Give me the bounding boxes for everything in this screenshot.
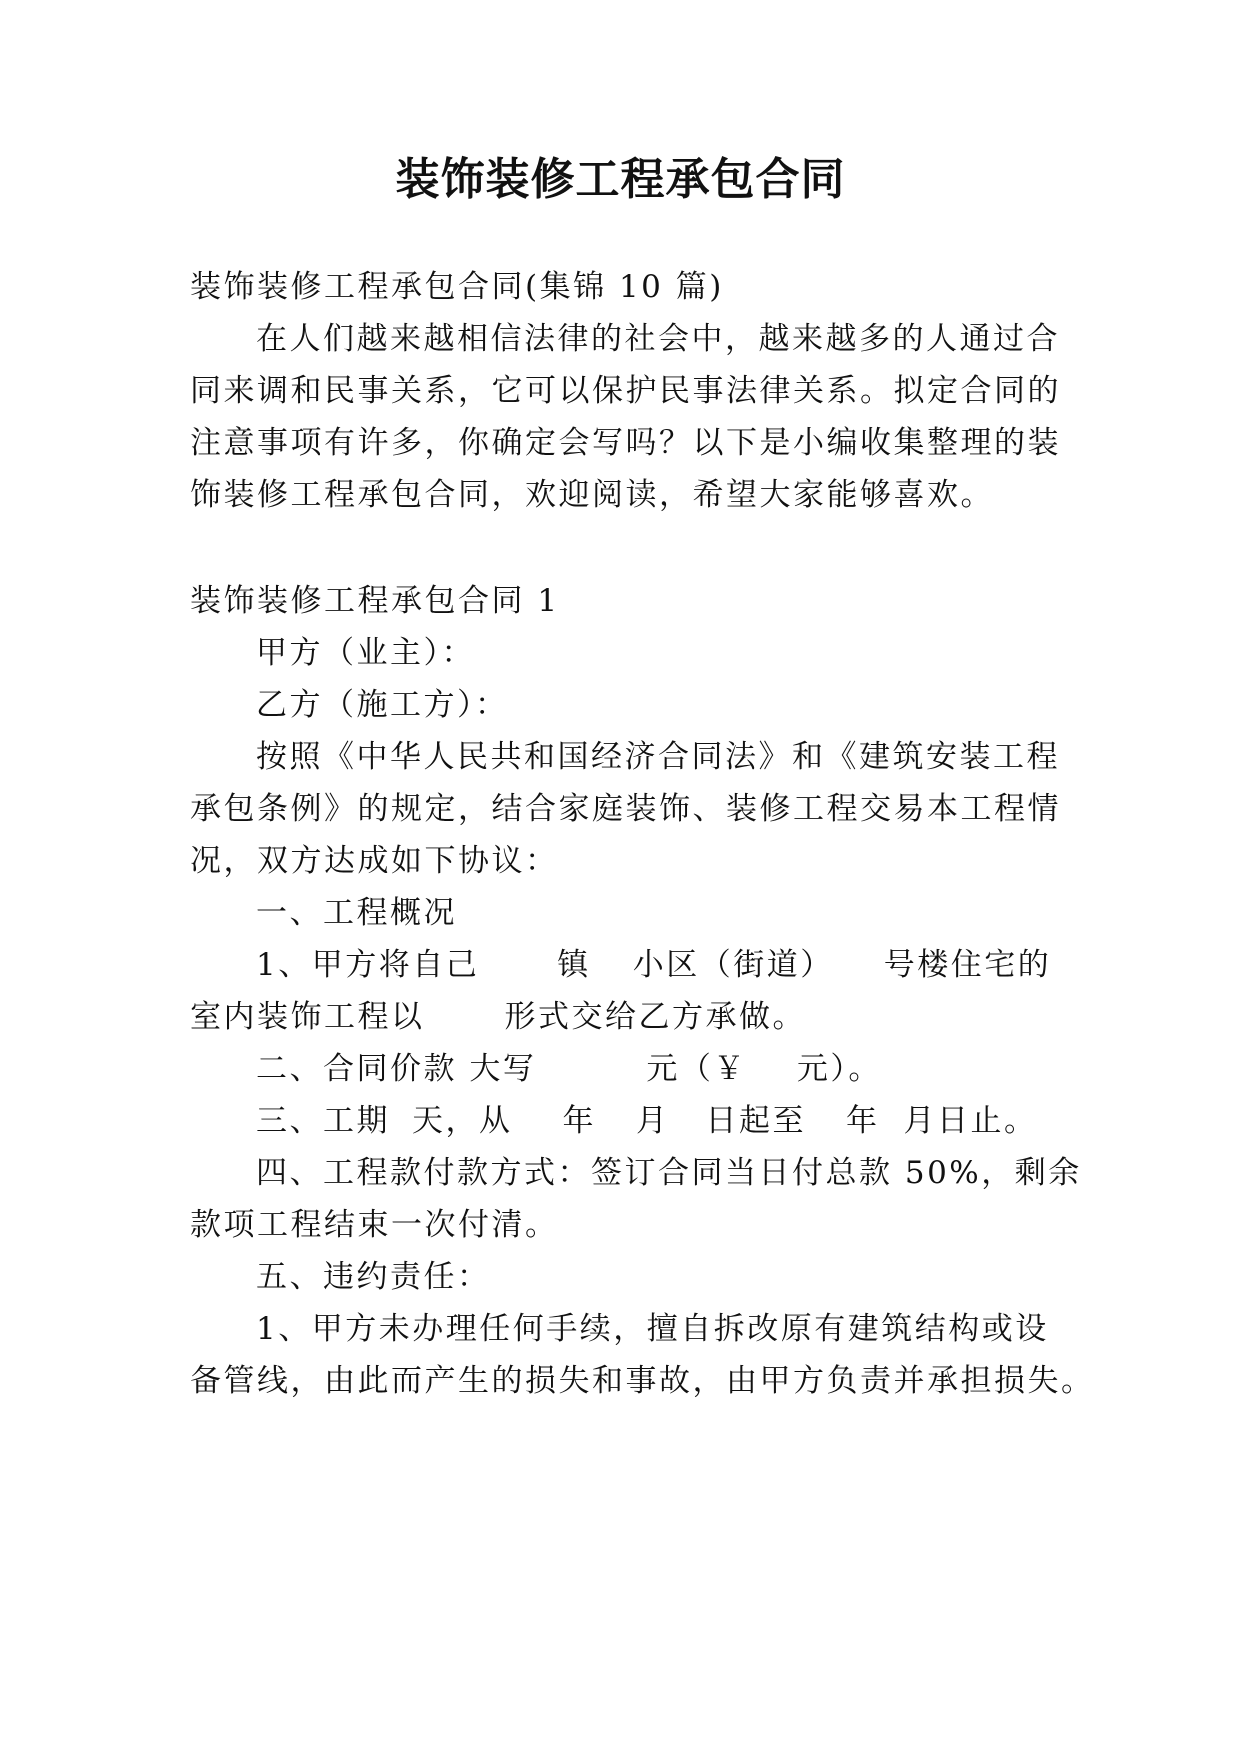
clause1-item1-text-f: 形式交给乙方承做。 xyxy=(504,999,806,1035)
party-a-line: 甲方（业主）： xyxy=(256,635,475,671)
intro-line-1: 在人们越来越相信法律的社会中，越来越多的人通过合 xyxy=(256,321,1060,357)
clause2-text-b: 元（￥ xyxy=(646,1051,747,1087)
clause1-item1-text-d: 号楼住宅的 xyxy=(883,947,1052,983)
party-b-line: 乙方（施工方）： xyxy=(256,687,509,723)
clause3-text-a: 三、工期 xyxy=(256,1103,390,1139)
clause2-line xyxy=(256,1046,882,1092)
intro-line-3: 注意事项有许多，你确定会写吗？以下是小编收集整理的装 xyxy=(190,425,1061,461)
clause1-item1-text-a: 1、甲方将自己 xyxy=(256,947,480,983)
clause4-line-1: 四、工程款付款方式：签订合同当日付总款 50%，剩余 xyxy=(256,1155,1082,1191)
clause3-text-b: 天，从 xyxy=(412,1103,513,1139)
clause5-item1-line-2: 备管线，由此而产生的损失和事故，由甲方负责并承担损失。 xyxy=(190,1363,1095,1399)
clause2-text-a: 二、合同价款 大写 xyxy=(256,1051,537,1087)
clause3-line xyxy=(256,1098,1038,1144)
clause1-item1-line-1 xyxy=(256,942,1051,988)
clause5-item1-line-1: 1、甲方未办理任何手续，擅自拆改原有建筑结构或设 xyxy=(256,1311,1049,1347)
clause3-text-g: 月日止。 xyxy=(903,1103,1038,1139)
clause1-item1-text-b: 镇 xyxy=(557,947,591,983)
clause1-item1-line-2 xyxy=(190,994,806,1040)
clause1-item1-text-c: 小区（街道） xyxy=(632,947,834,983)
clause3-text-e: 日起至 xyxy=(705,1103,806,1139)
clause5-heading: 五、违约责任： xyxy=(256,1259,491,1295)
document-subtitle: 装饰装修工程承包合同(集锦 10 篇) xyxy=(190,269,724,305)
basis-line-2: 承包条例》的规定，结合家庭装饰、装修工程交易本工程情 xyxy=(190,791,1061,827)
clause1-heading: 一、工程概况 xyxy=(256,895,457,931)
basis-line-1: 按照《中华人民共和国经济合同法》和《建筑安装工程 xyxy=(256,739,1060,775)
clause3-text-c: 年 xyxy=(562,1103,596,1139)
intro-line-4: 饰装修工程承包合同，欢迎阅读，希望大家能够喜欢。 xyxy=(190,477,994,513)
clause1-item1-text-e: 室内装饰工程以 xyxy=(190,999,425,1035)
section-heading: 装饰装修工程承包合同 1 xyxy=(190,583,560,619)
clause3-text-d: 月 xyxy=(636,1103,670,1139)
intro-line-2: 同来调和民事关系，它可以保护民事法律关系。拟定合同的 xyxy=(190,373,1061,409)
clause2-text-c: 元）。 xyxy=(796,1051,882,1087)
clause4-line-2: 款项工程结束一次付清。 xyxy=(190,1207,559,1243)
document-title: 装饰装修工程承包合同 xyxy=(395,154,846,205)
basis-line-3: 况，双方达成如下协议： xyxy=(190,843,559,879)
clause3-text-f: 年 xyxy=(846,1103,880,1139)
